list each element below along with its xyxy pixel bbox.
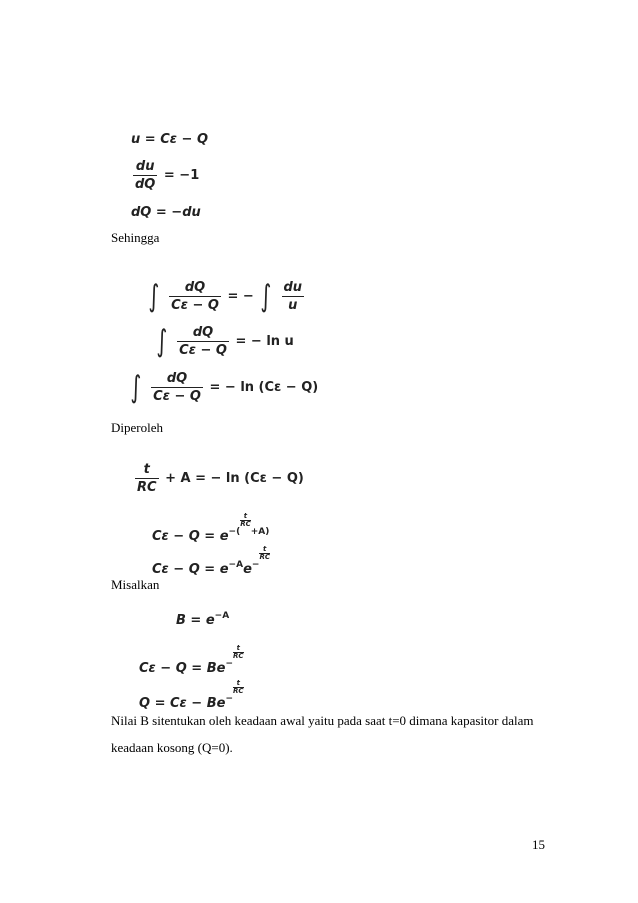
fraction-denominator: u — [288, 298, 298, 313]
exponent-denominator: RC — [259, 553, 270, 561]
eq-equals: = — [144, 132, 156, 147]
integral-sign: ∫ — [260, 278, 272, 314]
equation-u-definition — [131, 133, 208, 146]
equation-du-dq — [131, 160, 199, 191]
label-misalkan: Misalkan — [111, 577, 160, 592]
paragraph-line-1: Nilai B sitentukan oleh keadaan awal yaitu pada saat t=0 dimana kapasitor dalam — [111, 713, 534, 728]
label-diperoleh: Diperoleh — [111, 420, 163, 435]
eq-mid: = − — [227, 289, 254, 304]
exponent-numerator: t — [233, 645, 244, 653]
exponent — [225, 644, 244, 669]
fraction — [133, 160, 157, 191]
fraction-numerator: dQ — [151, 372, 203, 388]
fraction-numerator: dQ — [177, 326, 229, 342]
integral-sign: ∫ — [130, 369, 142, 405]
exponent-prefix: −( — [228, 527, 241, 537]
eq-rhs: Cε − Q — [160, 132, 209, 147]
exponent-denominator: RC — [233, 652, 244, 660]
exponent-fraction — [233, 680, 244, 695]
exponent-suffix: +A) — [250, 527, 270, 537]
fraction-denominator: RC — [137, 480, 157, 495]
equation-b-definition — [176, 612, 229, 627]
eq-lhs: Cε − Q = e — [152, 529, 229, 544]
exponent-fraction — [233, 645, 244, 660]
eq-lhs: u — [131, 132, 141, 147]
fraction-numerator: dQ — [169, 281, 221, 297]
exponent-sign: − — [251, 560, 260, 570]
exponent-denominator: RC — [233, 687, 244, 695]
fraction-denominator: Cε − Q — [179, 343, 227, 358]
eq-mid: e — [243, 562, 252, 577]
equation-integral-2 — [154, 323, 294, 359]
exponent — [228, 512, 270, 537]
exponent-sign: − — [225, 659, 233, 669]
equation-b-exp — [139, 645, 244, 675]
exponent: −A — [214, 611, 230, 621]
exponent — [251, 545, 270, 570]
integral-sign: ∫ — [148, 278, 160, 314]
exponent-numerator: t — [240, 513, 251, 521]
fraction-numerator: t — [135, 463, 159, 479]
eq-rhs: = − ln (Cε − Q) — [209, 380, 319, 395]
eq-rhs: = −du — [155, 205, 201, 220]
equation-dq-du — [131, 206, 201, 219]
fraction — [282, 281, 305, 312]
label-sehingga: Sehingga — [111, 230, 160, 245]
exponent-numerator: t — [259, 546, 270, 554]
integral-sign: ∫ — [156, 323, 168, 359]
eq-rhs: + A = − ln (Cε − Q) — [165, 471, 304, 486]
equation-t-rc — [133, 463, 304, 494]
eq-rhs: = −1 — [163, 168, 200, 183]
fraction — [169, 281, 221, 312]
fraction — [151, 372, 203, 403]
exponent-fraction — [259, 546, 270, 561]
exponent-sign: − — [225, 694, 233, 704]
fraction — [135, 463, 159, 494]
equation-integral-3 — [128, 369, 319, 405]
exponent: −A — [228, 560, 244, 570]
fraction-denominator: Cε − Q — [153, 389, 201, 404]
page-number: 15 — [532, 837, 545, 852]
fraction — [177, 326, 229, 357]
exponent-fraction — [240, 513, 251, 528]
equation-q — [139, 680, 244, 710]
exponent-numerator: t — [233, 680, 244, 688]
fraction-denominator: dQ — [135, 177, 156, 192]
eq-lhs: B = e — [176, 613, 215, 628]
eq-lhs: Cε − Q = Be — [139, 661, 226, 676]
eq-lhs: dQ — [131, 205, 152, 220]
eq-rhs: = − ln u — [235, 334, 294, 349]
exponent — [225, 679, 244, 704]
equation-integral-1 — [146, 278, 306, 314]
fraction-denominator: Cε − Q — [171, 298, 219, 313]
fraction-numerator: du — [133, 160, 157, 176]
equation-exp-2 — [152, 546, 270, 576]
paragraph-line-2: keadaan kosong (Q=0). — [111, 740, 233, 755]
fraction-numerator: du — [283, 280, 303, 295]
exponent-denominator: RC — [240, 520, 251, 528]
eq-lhs: Cε − Q = e — [152, 562, 229, 577]
eq-lhs: Q = Cε − Be — [139, 696, 226, 711]
equation-exp-1 — [152, 513, 269, 543]
